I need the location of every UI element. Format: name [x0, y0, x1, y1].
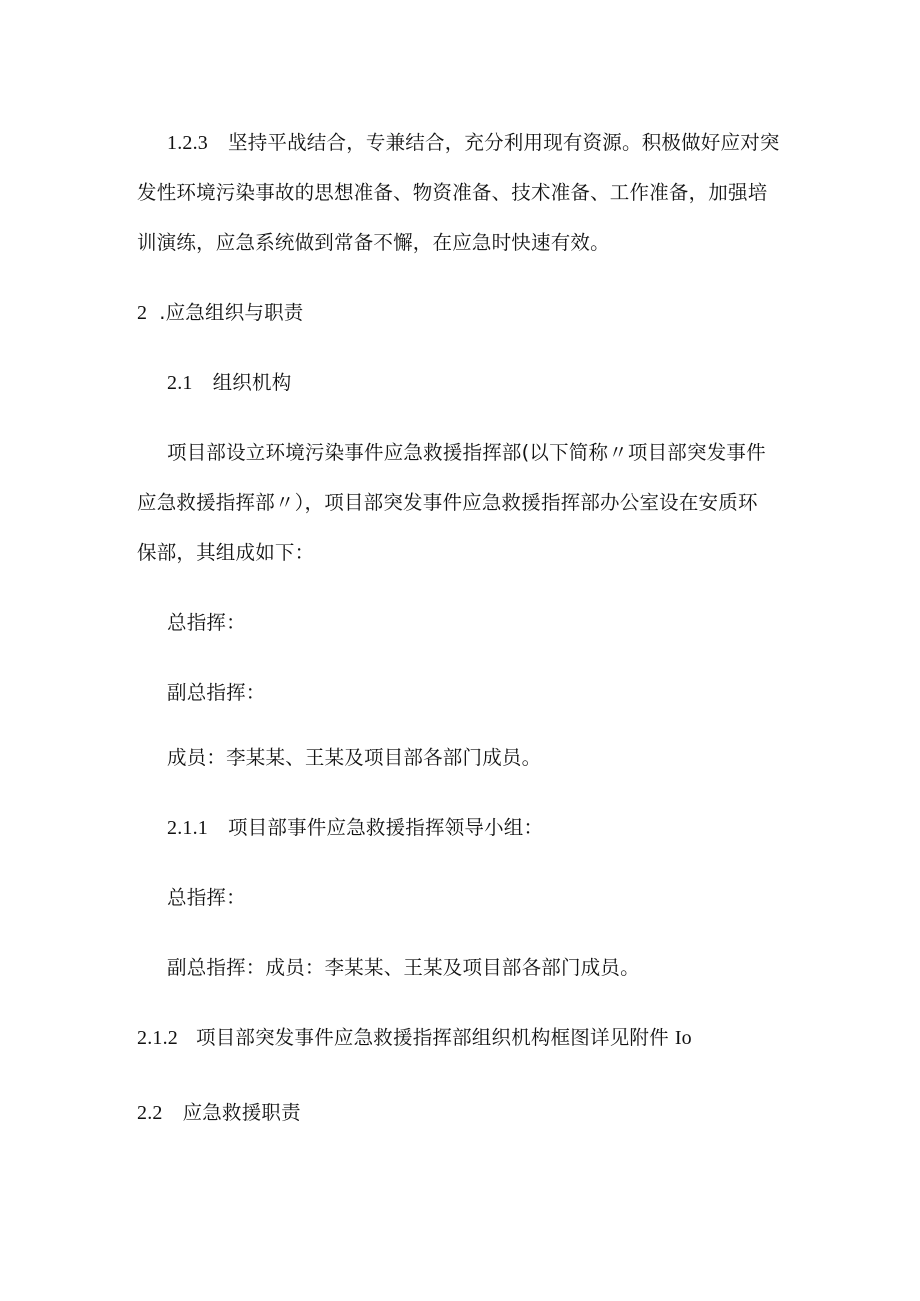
paragraph-text: 项目部设立环境污染事件应急救援指挥部(以下简称〃项目部突发事件 [167, 441, 766, 464]
section-1-2-3-line-1 [167, 131, 780, 155]
section-title: 组织机构 [212, 371, 292, 394]
paragraph-text: 坚持平战结合，专兼结合，充分利用现有资源。积极做好应对突 [228, 131, 780, 154]
org-paragraph-line-3 [137, 541, 314, 565]
section-number: 2.2 [137, 1102, 163, 1124]
section-title: .应急组织与职责 [159, 301, 304, 324]
role-label: 副总指挥：成员：李某某、王某及项目部各部门成员。 [167, 956, 640, 979]
deputy-members-line [167, 956, 640, 980]
section-2-1-2-line [137, 1026, 692, 1050]
section-1-2-3-line-3 [137, 231, 610, 255]
org-paragraph-line-1 [167, 441, 766, 465]
paragraph-text: 训演练，应急系统做到常备不懈，在应急时快速有效。 [137, 231, 610, 254]
section-1-2-3-line-2 [137, 181, 767, 205]
section-2-1-heading [167, 371, 291, 395]
section-2-2-heading [137, 1101, 301, 1125]
section-number: 1.2.3 [167, 132, 208, 154]
org-paragraph-line-2 [137, 491, 758, 515]
section-2-heading [137, 301, 304, 325]
section-2-1-1-heading [167, 816, 543, 840]
paragraph-text: 发性环境污染事故的思想准备、物资准备、技术准备、工作准备，加强培 [137, 181, 768, 204]
commander-line-2 [167, 886, 246, 910]
role-label: 总指挥： [167, 886, 246, 909]
section-number: 2.1.2 [137, 1027, 178, 1049]
members-line [167, 746, 541, 770]
paragraph-text: 应急救援指挥部〃），项目部突发事件应急救援指挥部办公室设在安质环 [137, 491, 758, 514]
section-title: 应急救援职责 [182, 1101, 301, 1124]
section-number: 2.1 [167, 372, 193, 394]
role-label: 副总指挥： [167, 681, 266, 704]
paragraph-text: 项目部突发事件应急救援指挥部组织机构框图详见附件 [196, 1026, 669, 1049]
paragraph-text: 保部，其组成如下： [137, 541, 315, 564]
role-label: 总指挥： [167, 611, 246, 634]
attachment-reference: Io [674, 1027, 692, 1049]
section-number: 2 [137, 302, 148, 324]
section-number: 2.1.1 [167, 817, 208, 839]
role-label: 成员：李某某、王某及项目部各部门成员。 [167, 746, 542, 769]
section-title: 项目部事件应急救援指挥领导小组： [228, 816, 544, 839]
commander-line [167, 611, 246, 635]
deputy-commander-line [167, 681, 266, 705]
